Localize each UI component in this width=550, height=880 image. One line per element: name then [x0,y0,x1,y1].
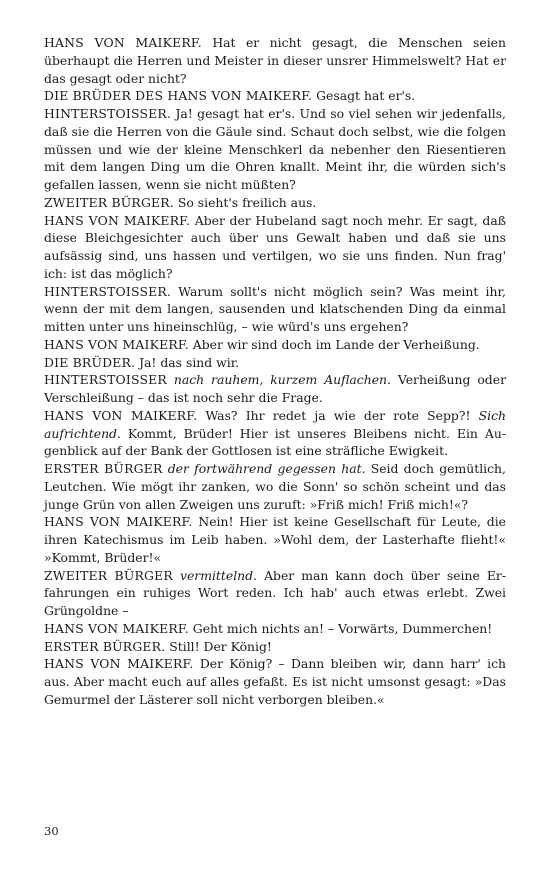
dialogue-line [44,336,506,354]
speaker-name: ZWEITER BÜRGER [44,567,173,583]
speaker-name: HANS VON MAIKERF. [44,35,202,50]
dialogue-line [44,513,506,566]
dialogue-line [44,567,506,620]
speaker-name: ERSTER BÜRGER. [44,638,166,654]
speech-text: Geht mich nichts an! – Vorwärts, Dummerchen! [188,620,493,636]
speaker-name: HINTERSTOISSER [44,372,167,388]
dialogue-line [44,371,506,407]
speech-text: Der König? – Dann bleiben wir, dann harr' ich aus. Aber macht euch auf alles gefaßt. Es ist nicht umsonst gesagt: »Das Gemurmel der Lästerer soll nicht verborgen bleiben.« [44,656,506,707]
dialogue-line [44,638,506,656]
speech-text: Still! Der König! [165,638,272,654]
speaker-name: ERSTER BÜRGER [44,461,163,476]
stage-direction: vermittelnd. [172,567,258,583]
speaker-name: HANS VON MAIKERF. [44,656,194,672]
dialogue-line [44,87,506,105]
play-text [44,34,506,709]
dialogue-line [44,105,506,194]
stage-direction: der fortwährend gegessen hat. [162,461,366,476]
dialogue-line [44,283,506,336]
speech-text: Was? Ihr redet ja wie der rote Sepp?! [197,407,471,423]
dialogue-line [44,212,506,283]
speech-text: Nein! Hier ist keine Gesellschaft für Leute, die ihren Katechismus im Leib haben. »Wohl dem, der Lasterhafte flieht!« »Kommt, Brüder!« [44,514,506,565]
speech-text: Warum sollt's nicht möglich sein? Was meint ihr, wenn der mit dem langen, sausenden und klatschenden Ding da einmal mitten unter uns hineinschlüg, – wie würd's uns ergehen? [44,283,506,334]
speaker-name: HANS VON MAIKERF. [44,407,198,423]
speaker-name: ZWEITER BÜRGER. [44,194,174,210]
speech-text: So sieht's freilich aus. [173,194,317,210]
dialogue-line [44,407,506,460]
speech-text: Aber wir sind doch im Lande der Verheißung. [188,336,480,352]
speaker-name: HANS VON MAIKERF. [44,212,191,228]
dialogue-line [44,194,506,212]
speaker-name: HANS VON MAIKERF. [44,620,189,636]
speaker-name: DIE BRÜDER DES HANS VON MAIKERF. [44,88,313,104]
speaker-name: HINTERSTOISSER. [44,106,172,121]
speech-text: Seid doch gemütlich, Leutchen. Wie mögt ihr zanken, wo die Sonn' so schön scheint und das junge Grün von allen Zweigen uns zuruft: »Friß mich! Friß mich!«? [44,461,506,512]
speaker-name: HANS VON MAIKERF. [44,514,193,530]
speech-text: Hat er nicht gesagt, die Menschen seien überhaupt die Herren und Meister in dieser unsrer Himmelswelt? Hat er das gesagt oder nicht? [44,35,506,86]
stage-direction: nach rauhem, kurzem Auflachen. [166,372,391,388]
stage-direction: Sich aufrichtend. [44,407,506,441]
speech-text: Ja! gesagt hat er's. Und so viel sehen wir jedenfalls, daß sie die Herren von die Gäule sind. Schaut doch selbst, wie die folgen müssen und wie der kleine Menschkerl da nebenher den Riesentieren mit dem langen Ding um die Ohren knallt. Meint ihr, die würden sich's gefallen lassen, wenn sie nicht müßten? [44,106,506,192]
dialogue-line [44,34,506,87]
speaker-name: HINTERSTOISSER. [44,283,172,299]
speaker-name: HANS VON MAIKERF. [44,336,189,352]
speaker-name: DIE BRÜDER. [44,354,136,370]
speech-text: Aber man kann doch über seine Erfahrungen ein ruhiges Wort reden. Ich hab' auch etwas erlebt. Zwei Grüngoldne – [44,567,507,618]
dialogue-line [44,620,506,638]
speech-text-continued: Kommt, Brüder! Hier ist unseres Bleibens nicht. Ein Augenblick auf der Bank der Gottlosen ist eine sträfliche Ewigkeit. [44,425,506,459]
page-number: 30 [44,824,59,838]
dialogue-line [44,655,506,708]
dialogue-line [44,354,506,372]
speech-text: Verheißung oder Verschleißung – das ist noch sehr die Frage. [44,372,506,405]
speech-text: Aber der Hubeland sagt noch mehr. Er sagt, daß diese Bleichgesichter auch über uns Gewalt haben und daß sie uns aufsässig sind, uns hassen und vertilgen, wo sie uns finden. Nun frag' ich: ist das möglich? [44,212,506,281]
speech-text: Gesagt hat er's. [312,88,416,104]
speech-text: Ja! das sind wir. [135,354,240,370]
dialogue-line [44,460,506,513]
